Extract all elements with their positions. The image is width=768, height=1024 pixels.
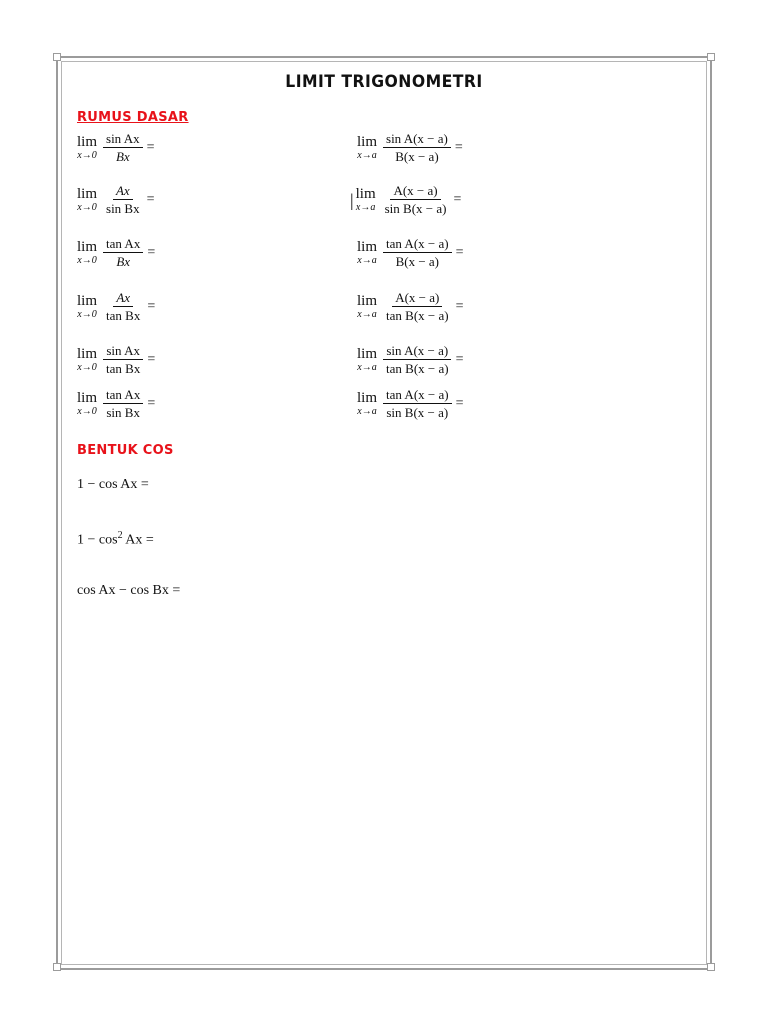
denominator: B(x − a) xyxy=(395,149,439,164)
limit-formula-left-6 xyxy=(77,386,155,421)
equals-sign: = xyxy=(453,191,462,207)
limit-formula-left-4 xyxy=(77,289,155,324)
cos-formula-2-exponent: 2 xyxy=(117,530,123,541)
limit-formula-right-3 xyxy=(357,235,463,270)
denominator: Bx xyxy=(115,149,130,164)
section-heading-rumus-dasar: RUMUS DASAR xyxy=(77,110,189,125)
numerator: tan Ax xyxy=(103,235,143,253)
denominator: tan B(x − a) xyxy=(386,361,449,376)
limit-formula-right-6 xyxy=(357,386,463,421)
lim-subscript: x→a xyxy=(357,308,377,320)
equals-sign: = xyxy=(147,244,156,260)
equals-sign: = xyxy=(455,351,464,367)
cos-formula-2-prefix: 1 − cos xyxy=(77,532,118,548)
lim-word: lim xyxy=(357,238,378,255)
denominator: sin Bx xyxy=(106,201,140,216)
lim-subscript: x→a xyxy=(357,361,377,373)
lim-subscript: x→0 xyxy=(77,308,97,320)
denominator: sin B(x − a) xyxy=(384,201,447,216)
equals-sign: = xyxy=(146,191,155,207)
equals-sign: = xyxy=(455,244,464,260)
numerator: tan Ax xyxy=(103,386,143,404)
denominator: sin B(x − a) xyxy=(386,405,449,420)
page-title: LIMIT TRIGONOMETRI xyxy=(285,72,483,92)
denominator: B(x − a) xyxy=(395,254,440,269)
lim-subscript: x→a xyxy=(357,254,377,266)
lim-subscript: x→a xyxy=(355,201,376,213)
section-heading-bentuk-cos: BENTUK COS xyxy=(77,443,174,458)
limit-formula-right-4 xyxy=(357,289,463,324)
numerator: sin Ax xyxy=(103,342,143,360)
denominator: sin Bx xyxy=(106,405,140,420)
equals-sign: = xyxy=(147,395,156,411)
numerator: tan A(x − a) xyxy=(383,235,452,253)
lim-word: lim xyxy=(77,185,98,202)
lim-word: lim xyxy=(77,345,98,362)
lim-subscript: x→a xyxy=(357,149,377,161)
limit-formula-right-1 xyxy=(357,130,463,165)
numerator: sin A(x − a) xyxy=(383,130,451,148)
cos-formula-3: cos Ax − cos Bx = xyxy=(77,583,181,598)
lim-word: lim xyxy=(357,389,378,406)
lim-word: lim xyxy=(77,238,98,255)
denominator: Bx xyxy=(116,254,131,269)
lim-word: lim xyxy=(357,345,378,362)
numerator: Ax xyxy=(113,289,133,307)
lim-subscript: x→0 xyxy=(77,149,97,161)
numerator: A(x − a) xyxy=(390,182,440,200)
numerator: A(x − a) xyxy=(392,289,442,307)
limit-formula-left-1 xyxy=(77,130,155,165)
numerator: tan A(x − a) xyxy=(383,386,452,404)
lim-subscript: x→0 xyxy=(77,254,97,266)
equals-sign: = xyxy=(455,395,464,411)
lim-word: lim xyxy=(77,389,98,406)
border-corner-top-right xyxy=(707,53,715,61)
limit-formula-right-2 xyxy=(350,182,461,217)
text-cursor-icon: | xyxy=(350,189,354,210)
limit-formula-left-5 xyxy=(77,342,155,377)
lim-word: lim xyxy=(357,133,378,150)
denominator: tan B(x − a) xyxy=(386,308,449,323)
border-corner-top-left xyxy=(53,53,61,61)
numerator: sin A(x − a) xyxy=(383,342,451,360)
equals-sign: = xyxy=(146,139,155,155)
cos-formula-2-suffix: Ax = xyxy=(122,532,154,548)
lim-word: lim xyxy=(355,185,376,202)
equals-sign: = xyxy=(147,298,156,314)
border-corner-bottom-right xyxy=(707,963,715,971)
equals-sign: = xyxy=(455,298,464,314)
lim-subscript: x→0 xyxy=(77,361,97,373)
cos-formula-1: 1 − cos Ax = xyxy=(77,477,149,492)
lim-word: lim xyxy=(77,133,98,150)
cos-formula-2 xyxy=(77,530,154,549)
numerator: sin Ax xyxy=(103,130,143,148)
border-corner-bottom-left xyxy=(53,963,61,971)
lim-subscript: x→0 xyxy=(77,201,97,213)
lim-subscript: x→0 xyxy=(77,405,97,417)
limit-formula-right-5 xyxy=(357,342,463,377)
lim-word: lim xyxy=(77,292,98,309)
lim-word: lim xyxy=(357,292,378,309)
denominator: tan Bx xyxy=(106,308,141,323)
limit-formula-left-3 xyxy=(77,235,155,270)
numerator: Ax xyxy=(113,182,133,200)
lim-subscript: x→a xyxy=(357,405,377,417)
equals-sign: = xyxy=(454,139,463,155)
denominator: tan Bx xyxy=(106,361,141,376)
limit-formula-left-2 xyxy=(77,182,155,217)
equals-sign: = xyxy=(147,351,156,367)
